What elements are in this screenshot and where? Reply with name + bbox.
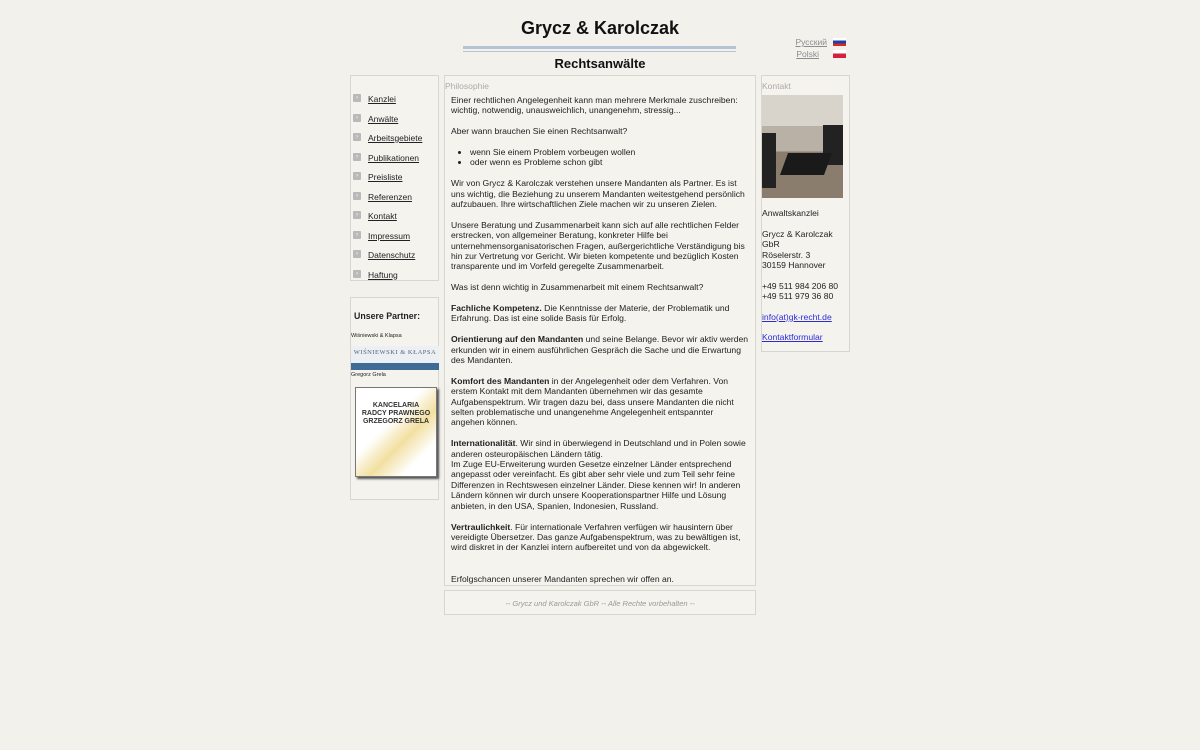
paragraph: Was ist denn wichtig in Zusammenarbeit mit einem Rechtsanwalt?	[451, 282, 704, 293]
paragraph: Aber wann brauchen Sie einen Rechtsanwalt?	[451, 126, 628, 137]
nav-publikationen[interactable]: › Publikationen	[368, 153, 419, 163]
contact-street: Röselerstr. 3	[762, 249, 811, 260]
point-competence: Fachliche Kompetenz. Die Kenntnisse der Materie, der Problematik und Erfahrung. Das ist eine solide Basis für Erfolg.	[451, 303, 730, 324]
paragraph: Unsere Beratung und Zusammenarbeit kann sich auf alle rechtlichen Felder erstrecken, von allgemeiner Beratung, konkreter Hilfe bei unternehmensorganisatorischen Fragen, außergerichtliche Verständigung bis hin zur Vertretung vor Gericht. Wir bieten kompetente und bezüglich Kosten transparente und im Vorfeld geregelte Zusammenarbeit.	[451, 219, 745, 272]
section-heading: Philosophie	[445, 81, 489, 91]
nav-referenzen[interactable]: › Referenzen	[368, 192, 412, 202]
lang-russian-link[interactable]	[795, 37, 846, 47]
arrow-icon: ›	[353, 211, 361, 219]
list-item: • wenn Sie einem Problem vorbeugen wollen	[470, 147, 749, 157]
contact-phone: +49 511 984 206 80	[762, 280, 839, 291]
grela-logo[interactable]	[355, 387, 437, 477]
contact-type: Anwaltskanzlei	[762, 208, 819, 218]
contact-name-suffix: GbR	[762, 239, 780, 250]
nav-anwaelte[interactable]: › Anwälte	[368, 114, 398, 124]
nav-impressum[interactable]: › Impressum	[368, 231, 410, 241]
arrow-icon: ›	[353, 250, 361, 258]
nav-kontakt[interactable]: › Kontakt	[368, 211, 397, 221]
point-confidentiality: Vertraulichkeit. Für internationale Verfahren verfügen wir hausintern über vereidigte Übersetzer. Das ganze Aufgabenspektrum, was zu bewältigen ist, wird diskret in der Kanzlei intern aufbereitet und von da abgewickelt.	[451, 521, 741, 553]
site-subtitle: Rechtsanwälte	[554, 56, 646, 71]
arrow-icon: ›	[353, 192, 361, 200]
russia-flag-icon	[833, 38, 846, 46]
point-orientation: Orientierung auf den Mandanten und seine Belange. Bevor wir aktiv werden erkunden wir in einem ausführlichen Gespräch die Sache und die Erwartung des Mandanten.	[451, 334, 749, 366]
title-divider	[463, 46, 736, 52]
paragraph: Wir von Grycz & Karolczak verstehen unsere Mandanten als Partner. Es ist uns wichtig, die Beziehung zu unserem Mandanten weitestgehend persönlich aufzubauen. Ihre wirtschaftlichen Ziele machen wir zu unseren Zielen.	[451, 178, 745, 210]
nav-preisliste[interactable]: › Preisliste	[368, 172, 402, 182]
email-link[interactable]: info(at)gk-recht.de	[762, 311, 832, 322]
nav-haftung[interactable]: › Haftung	[368, 270, 398, 280]
office-photo	[762, 95, 843, 198]
partners-panel	[350, 297, 439, 500]
arrow-icon: ›	[353, 270, 361, 278]
logo-text: WIŚNIEWSKI & KŁAPSA	[353, 349, 437, 356]
list-item: • oder wenn es Probleme schon gibt	[470, 157, 749, 167]
partner-name: Wiśniewski & Klapsa	[351, 333, 402, 339]
nav-arbeitsgebiete[interactable]: › Arbeitsgebiete	[368, 133, 422, 143]
contact-panel	[761, 75, 850, 352]
arrow-icon: ›	[353, 153, 361, 161]
logo-text: KANCELARIA RADCY PRAWNEGO GRZEGORZ GRELA	[361, 402, 431, 425]
main-navigation	[350, 75, 439, 281]
contact-city: 30159 Hannover	[762, 260, 826, 271]
poland-flag-icon	[833, 50, 846, 58]
lang-label: Русский	[795, 37, 827, 47]
arrow-icon: ›	[353, 231, 361, 239]
site-title: Grycz & Karolczak	[520, 18, 680, 38]
arrow-icon: ›	[353, 133, 361, 141]
lang-label: Polski	[796, 49, 819, 59]
nav-kanzlei[interactable]: › Kanzlei	[368, 94, 396, 104]
footer: -- Grycz und Karolczak GbR -- Alle Rechte vorbehalten --	[444, 590, 756, 615]
partners-title: Unsere Partner:	[354, 311, 421, 321]
point-comfort: Komfort des Mandanten in der Angelegenheit oder dem Verfahren. Von erstem Kontakt mit dem Mandanten übernehmen wir das gesamte Aufgabenspektrum. Wir tragen dazu bei, dass unsere Mandanten die nicht selten problematische und unangenehme Angelegenheit entspannter angehen können.	[451, 375, 734, 428]
bullet-list	[470, 147, 749, 168]
section-heading: Kontakt	[762, 81, 791, 91]
point-international: Internationalität. Wir sind in überwiegend in Deutschland und in Polen sowie anderen osteuropäischen Ländern tätig. Im Zuge EU-Erweiterung wurden Gesetze einzelner Länder entsprechend angepasst oder vereinfacht. Es gibt aber sehr viele und zum Teil sehr feine Differenzen in Rechtswesen einzelner Länder. Diese kennen wir! In anderen Ländern können wir durch unsere Kooperationspartner Hilfe und Lösung anbieten, in den USA, Spanien, Indonesien, Russland.	[451, 438, 746, 511]
nav-datenschutz[interactable]: › Datenschutz	[368, 250, 415, 260]
contact-form-link[interactable]: Kontaktformular	[762, 332, 823, 343]
arrow-icon: ›	[353, 172, 361, 180]
philosophy-panel	[444, 75, 756, 586]
wisniewski-klapsa-logo[interactable]	[351, 346, 439, 370]
partner-name: Gregorz Grela	[351, 372, 386, 378]
lang-polish-link[interactable]	[796, 49, 846, 59]
paragraph: Einer rechtlichen Angelegenheit kann man mehrere Merkmale zuschreiben: wichtig, notwendig, unausweichlich, unangenehm, stressig...	[451, 95, 738, 116]
arrow-icon: ›	[353, 114, 361, 122]
contact-name: Grycz & Karolczak	[762, 228, 833, 239]
arrow-icon: ›	[353, 94, 361, 102]
closing-paragraph: Erfolgschancen unserer Mandanten sprechen wir offen an.	[451, 573, 674, 584]
contact-phone: +49 511 979 36 80	[762, 291, 834, 302]
